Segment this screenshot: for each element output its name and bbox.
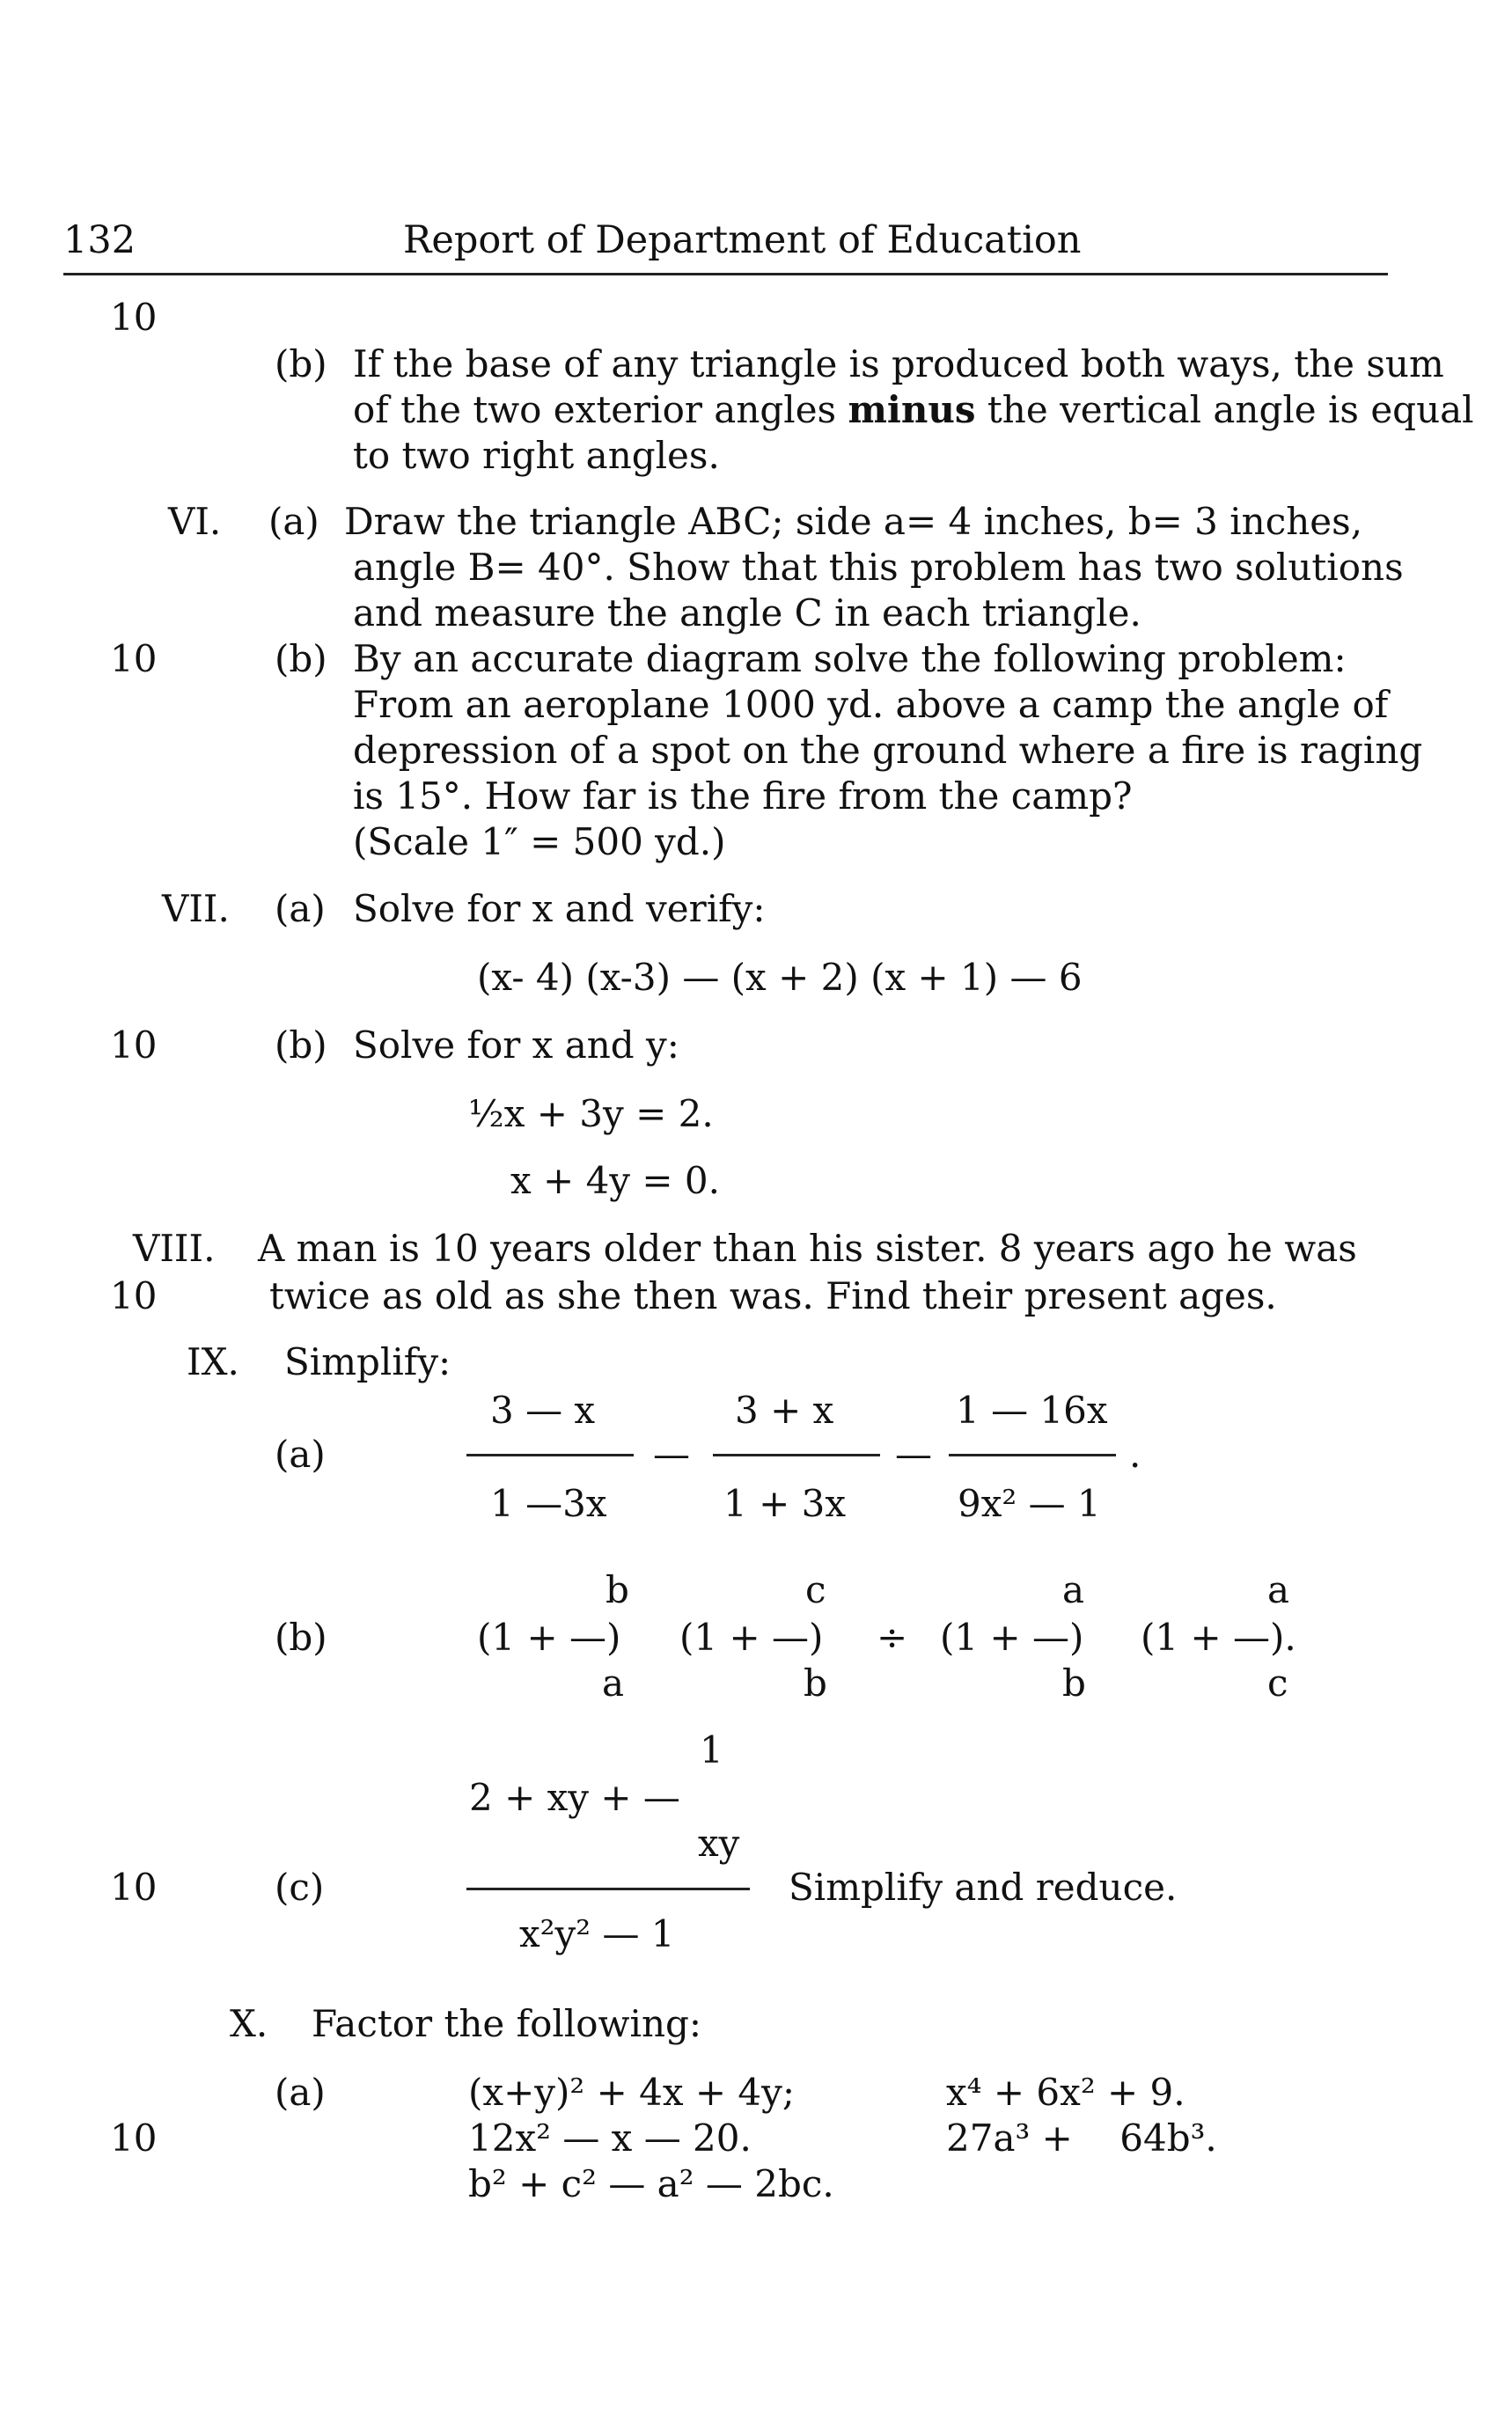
q9b-numerator: a	[1062, 1568, 1085, 1611]
q9c-text: Simplify and reduce.	[789, 1866, 1178, 1909]
q10a-expression: 12x² — x — 20.	[468, 2116, 752, 2160]
q9b-label: (b)	[275, 1616, 327, 1659]
q6b-line: depression of a spot on the ground where a fire is raging	[353, 729, 1423, 772]
q7a-text: Solve for x and verify:	[353, 887, 766, 930]
q9b-numerator: b	[606, 1568, 629, 1611]
marks-label: 10	[110, 296, 158, 339]
q6a-line: and measure the angle C in each triangle.	[353, 591, 1141, 635]
q7b-equation: x + 4y = 0.	[510, 1159, 720, 1202]
q5b-bold-word: minus	[848, 388, 976, 431]
q5b-line	[353, 388, 1474, 431]
q8-roman: VIII.	[133, 1227, 216, 1270]
q9b-denominator: b	[804, 1661, 827, 1705]
q6b-line: By an accurate diagram solve the following problem:	[353, 637, 1347, 680]
q9b-term: (1 + —)	[477, 1616, 621, 1659]
q10a-expression: b² + c² — a² — 2bc.	[468, 2162, 834, 2205]
q9a-operator: —	[895, 1433, 932, 1476]
q6a-line: angle B= 40°. Show that this problem has two solutions	[353, 546, 1404, 589]
q9b-term: (1 + —)	[679, 1616, 824, 1659]
q6b-line: is 15°. How far is the fire from the camp?	[353, 774, 1133, 818]
marks-label: 10	[110, 637, 158, 680]
q6b-line: (Scale 1″ = 500 yd.)	[353, 820, 726, 863]
q10-text: Factor the following:	[312, 2002, 702, 2045]
fraction-bar	[466, 1888, 750, 1890]
q5b-text: the vertical angle is equal	[975, 388, 1474, 431]
q9b-numerator: a	[1267, 1568, 1290, 1611]
q6a-line: Draw the triangle ABC; side a= 4 inches, b= 3 inches,	[344, 500, 1363, 543]
q9a-period: .	[1129, 1433, 1141, 1476]
q7a-equation: (x- 4) (x-3) — (x + 2) (x + 1) — 6	[477, 956, 1083, 999]
q7b-equation: ½x + 3y = 2.	[468, 1092, 714, 1135]
q10a-expression: (x+y)² + 4x + 4y;	[468, 2071, 796, 2114]
q6b-label: (b)	[275, 637, 327, 680]
q7b-label: (b)	[275, 1023, 327, 1067]
marks-label: 10	[110, 1274, 158, 1317]
header-rule	[63, 273, 1388, 275]
q10-roman: X.	[230, 2002, 268, 2045]
fraction-bar	[713, 1454, 880, 1456]
q9a-denominator: 9x² — 1	[958, 1482, 1101, 1525]
q9a-operator: —	[653, 1433, 690, 1476]
marks-label: 10	[110, 2116, 158, 2160]
q9c-top-expression: 2 + xy + —	[469, 1776, 680, 1819]
q9b-term: (1 + —)	[940, 1616, 1084, 1659]
q9a-numerator: 3 — x	[490, 1389, 596, 1432]
q9a-denominator: 1 + 3x	[723, 1482, 847, 1525]
q9-roman: IX.	[187, 1340, 239, 1383]
q5b-line: If the base of any triangle is produced both ways, the sum	[353, 342, 1444, 385]
q9a-label: (a)	[275, 1433, 326, 1476]
q9b-denominator: b	[1062, 1661, 1086, 1705]
q9b-numerator: c	[805, 1568, 826, 1611]
q9b-operator: ÷	[877, 1616, 908, 1659]
q9a-numerator: 3 + x	[735, 1389, 834, 1432]
q9c-inner-denominator: xy	[698, 1822, 740, 1865]
marks-label: 10	[110, 1866, 158, 1909]
q5b-label: (b)	[275, 342, 327, 385]
q9b-denominator: c	[1267, 1661, 1288, 1705]
page-title: Report of Department of Education	[403, 218, 1082, 262]
q7a-label: (a)	[275, 887, 326, 930]
q9a-numerator: 1 — 16x	[956, 1389, 1108, 1432]
q7b-text: Solve for x and y:	[353, 1023, 679, 1067]
page-number: 132	[63, 218, 136, 262]
fraction-bar	[466, 1454, 634, 1456]
q9-text: Simplify:	[284, 1340, 451, 1383]
q7-roman: VII.	[162, 887, 230, 930]
q6a-label: (a)	[268, 500, 319, 543]
q6-roman: VI.	[168, 500, 222, 543]
q10a-label: (a)	[275, 2071, 326, 2114]
q9a-denominator: 1 —3x	[490, 1482, 607, 1525]
marks-label: 10	[110, 1023, 158, 1067]
q10a-expression: x⁴ + 6x² + 9.	[946, 2071, 1185, 2114]
q8-line: A man is 10 years older than his sister. 8 years ago he was	[258, 1227, 1357, 1270]
q9c-inner-numerator: 1	[700, 1728, 723, 1771]
q6b-line: From an aeroplane 1000 yd. above a camp the angle of	[353, 683, 1389, 726]
q5b-line: to two right angles.	[353, 434, 720, 477]
q5b-text: of the two exterior angles	[353, 388, 848, 431]
q9c-label: (c)	[275, 1866, 325, 1909]
fraction-bar	[949, 1454, 1116, 1456]
q9b-denominator: a	[602, 1661, 625, 1705]
q9c-denominator: x²y² — 1	[519, 1912, 675, 1955]
q9b-term: (1 + —).	[1141, 1616, 1296, 1659]
q8-line: twice as old as she then was. Find their present ages.	[269, 1274, 1277, 1317]
q10a-expression: 27a³ + 64b³.	[946, 2116, 1217, 2160]
